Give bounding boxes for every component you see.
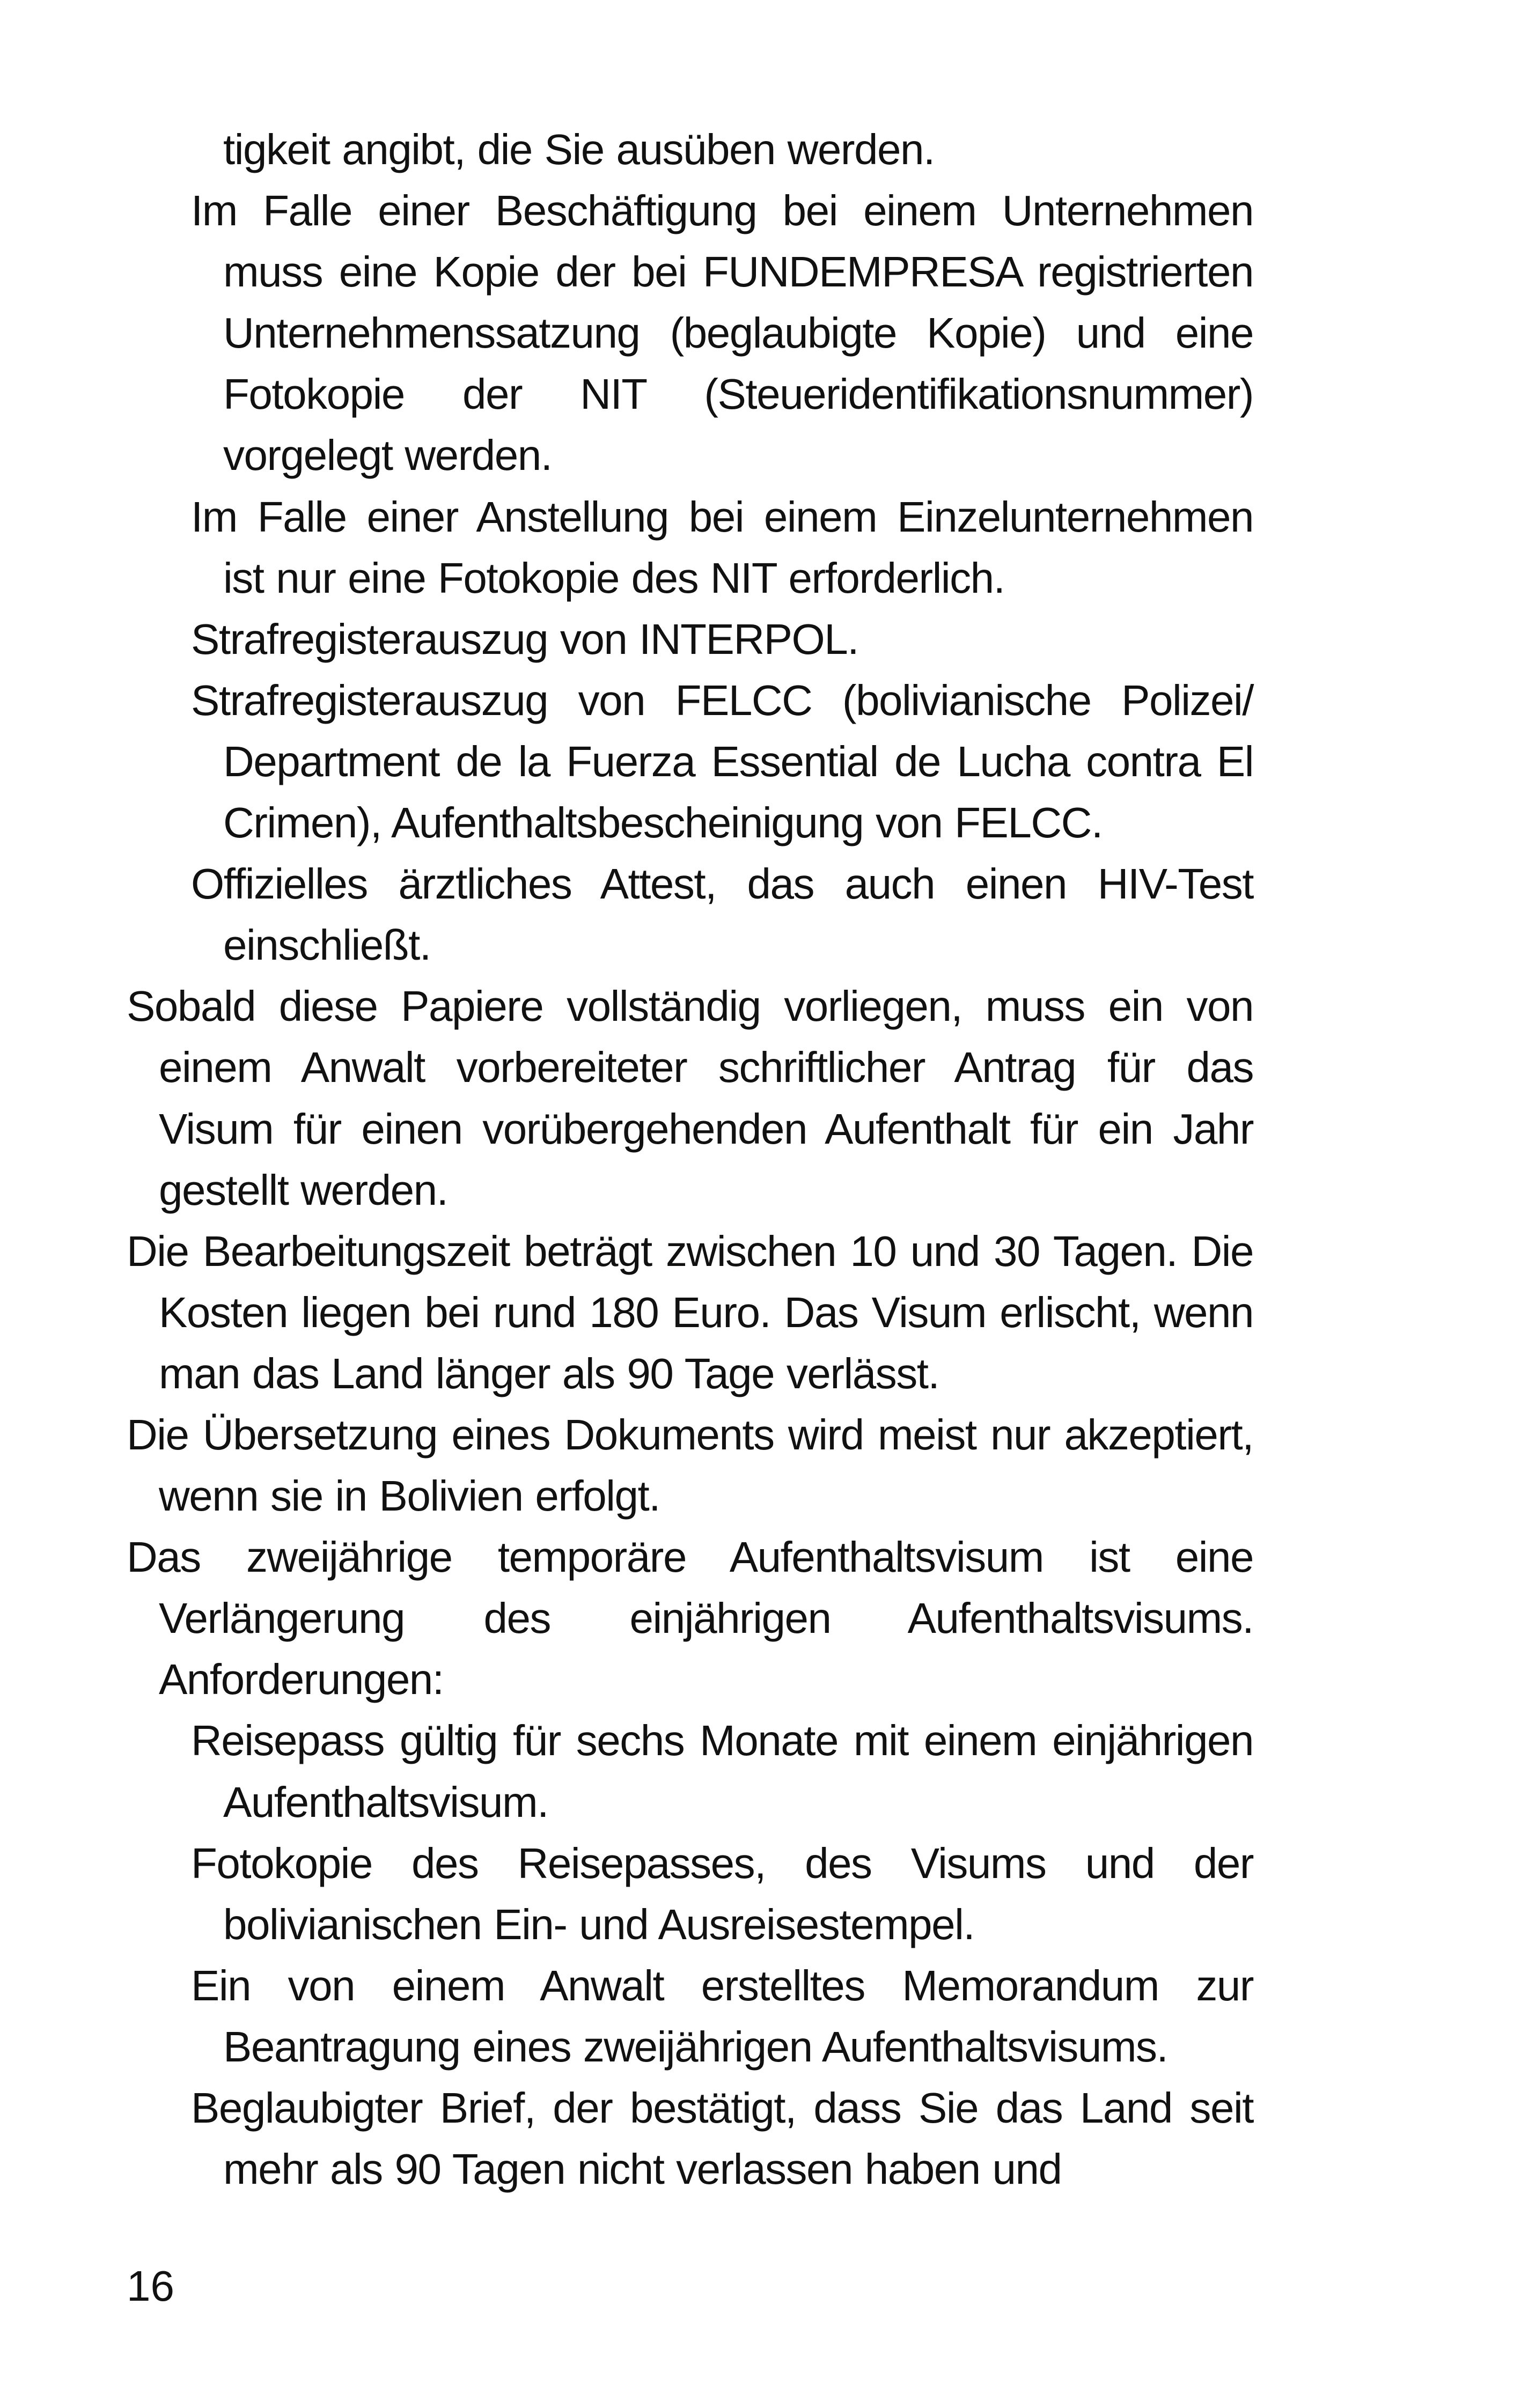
list-item-continuation: tigkeit angibt, die Sie ausüben werden. bbox=[223, 126, 935, 173]
requirement-item: Beglaubigter Brief, der bestätigt, dass Sie das Land seit mehr als 90 Tagen nicht verlassen haben und bbox=[191, 2084, 1253, 2193]
body-paragraph: Die Übersetzung eines Dokuments wird meist nur akzeptiert, wenn sie in Bolivien erfolgt. bbox=[127, 1410, 1253, 1520]
body-paragraph: Sobald diese Papiere vollständig vorliegen, muss ein von einem Anwalt vorbereiteter schriftlicher Antrag für das Visum für einen vorübergehenden Aufenthalt für ein Jahr gestellt werden. bbox=[127, 982, 1253, 1214]
requirement-item: Strafregisterauszug von FELCC (bolivianische Polizei/ Department de la Fuerza Essential de Lucha contra El Crimen), Aufenthaltsbescheinigung von FELCC. bbox=[191, 676, 1253, 847]
body-text bbox=[127, 119, 1253, 2200]
requirement-item: Ein von einem Anwalt erstelltes Memorandum zur Beantragung eines zweijährigen Aufenthaltsvisums. bbox=[191, 1961, 1253, 2071]
body-paragraph: Das zweijährige temporäre Aufenthaltsvisum ist eine Verlängerung des einjährigen Aufenthaltsvisums. Anforderungen: bbox=[127, 1533, 1253, 1704]
requirement-item: Offizielles ärztliches Attest, das auch einen HIV-Test einschließt. bbox=[191, 860, 1253, 969]
requirement-item: Im Falle einer Beschäftigung bei einem Unternehmen muss eine Kopie der bei FUNDEMPRESA registrierten Unternehmenssatzung (beglaubigte Kopie) und eine Fotokopie der NIT (Steueridentifikationsnummer) vorgelegt werden. bbox=[191, 187, 1253, 480]
requirement-item: Fotokopie des Reisepasses, des Visums und der bolivianischen Ein- und Ausreisestempel. bbox=[191, 1839, 1253, 1948]
requirement-item: Reisepass gültig für sechs Monate mit einem einjährigen Aufenthaltsvisum. bbox=[191, 1717, 1253, 1826]
page-number: 16 bbox=[127, 2262, 174, 2310]
requirement-item: Strafregisterauszug von INTERPOL. bbox=[191, 615, 858, 663]
requirement-item: Im Falle einer Anstellung bei einem Einzelunternehmen ist nur eine Fotokopie des NIT erforderlich. bbox=[191, 492, 1253, 602]
body-paragraph: Die Bearbeitungszeit beträgt zwischen 10 und 30 Tagen. Die Kosten liegen bei rund 180 Euro. Das Visum erlischt, wenn man das Land länger als 90 Tage verlässt. bbox=[127, 1227, 1253, 1397]
